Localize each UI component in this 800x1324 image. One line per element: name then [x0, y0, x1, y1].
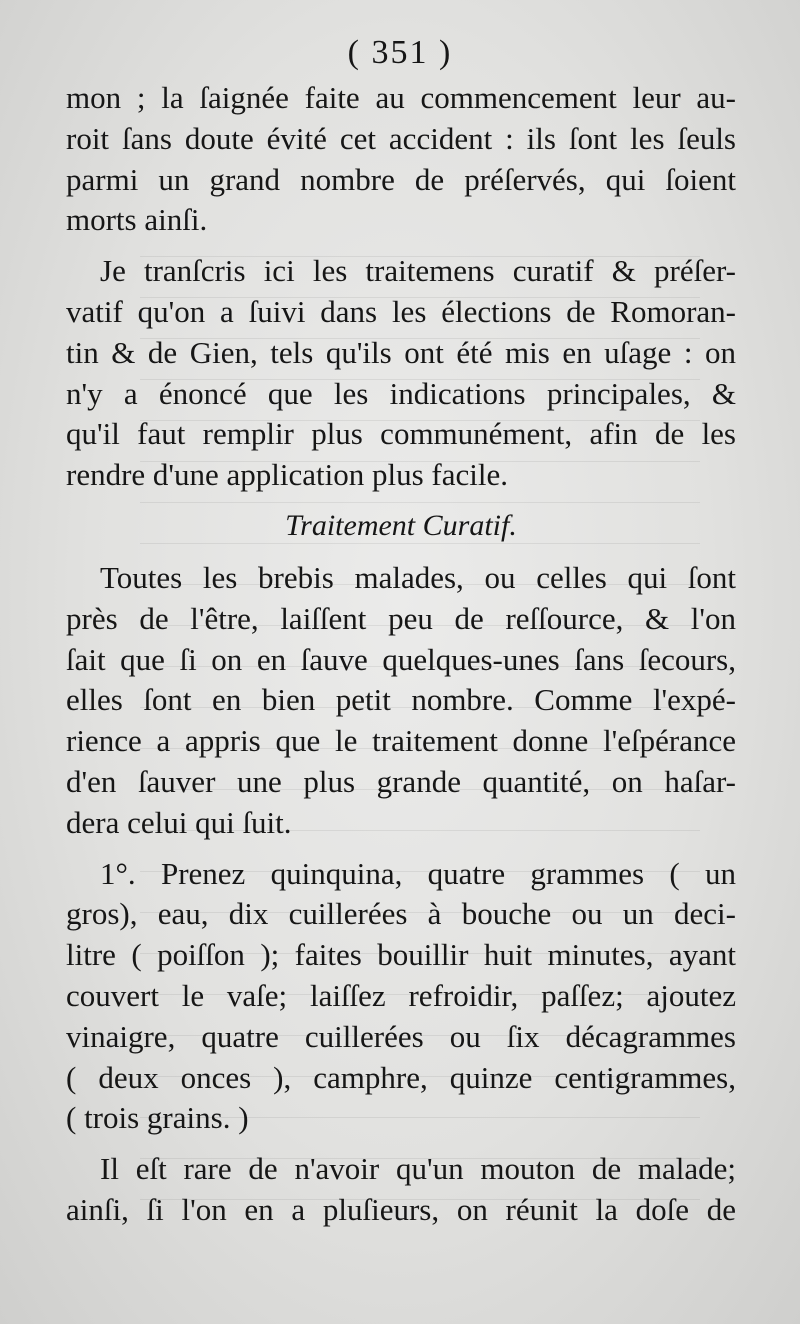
- text-line: dera celui qui ſuit.: [66, 804, 292, 840]
- text-line: ſait que ſi on en ſauve quelques-unes ſans ſecours,: [66, 641, 736, 677]
- text-line: vatif qu'on a ſuivi dans les élections de Romoran-: [66, 293, 736, 329]
- text-line: rience a appris que le traitement donne l'eſpérance: [66, 723, 736, 759]
- text-line: tin & de Gien, tels qu'ils ont été mis en uſage : on: [66, 334, 736, 370]
- paragraph-4: [66, 854, 736, 1140]
- text-line: ( trois grains. ): [66, 1100, 249, 1136]
- text-line: Il eſt rare de n'avoir qu'un mouton de malade;: [100, 1151, 736, 1187]
- paragraph-5: [66, 1149, 736, 1231]
- paragraph-1: [66, 78, 736, 241]
- text-line: elles ſont en bien petit nombre. Comme l'expé-: [66, 682, 736, 718]
- text-line: ainſi, ſi l'on en a pluſieurs, on réunit la doſe de: [66, 1191, 736, 1227]
- text-line: n'y a énoncé que les indications principales, &: [66, 375, 736, 411]
- paragraph-3: [66, 558, 736, 844]
- text-line: qu'il faut remplir plus communément, afin de les: [66, 416, 736, 452]
- text-line: parmi un grand nombre de préſervés, qui ſoient: [66, 161, 736, 197]
- body-text: [66, 78, 736, 1241]
- text-line: gros), eau, dix cuillerées à bouche ou un deci-: [66, 896, 736, 932]
- text-line: ( deux onces ), camphre, quinze centigrammes,: [66, 1059, 736, 1095]
- section-heading: Traitement Curatif.: [285, 508, 517, 542]
- paragraph-2: [66, 251, 736, 496]
- page-number: ( 351 ): [347, 34, 453, 71]
- text-line: Toutes les brebis malades, ou celles qui ſont: [100, 559, 736, 595]
- text-line: vinaigre, quatre cuillerées ou ſix décagrammes: [66, 1018, 736, 1054]
- text-line: Je tranſcris ici les traitemens curatif & préſer-: [100, 253, 736, 289]
- text-line: près de l'être, laiſſent peu de reſſource, & l'on: [66, 600, 736, 636]
- text-line: rendre d'une application plus facile.: [66, 457, 508, 493]
- text-line: roit ſans doute évité cet accident : ils ſont les ſeuls: [66, 120, 736, 156]
- text-line: 1°. Prenez quinquina, quatre grammes ( un: [100, 855, 736, 891]
- text-line: litre ( poiſſon ); faites bouillir huit minutes, ayant: [66, 937, 736, 973]
- text-line: mon ; la ſaignée faite au commencement leur au-: [66, 80, 736, 115]
- text-line: d'en ſauver une plus grande quantité, on haſar-: [66, 763, 736, 799]
- text-line: couvert le vaſe; laiſſez refroidir, paſſez; ajoutez: [66, 977, 736, 1013]
- text-line: morts ainſi.: [66, 202, 208, 238]
